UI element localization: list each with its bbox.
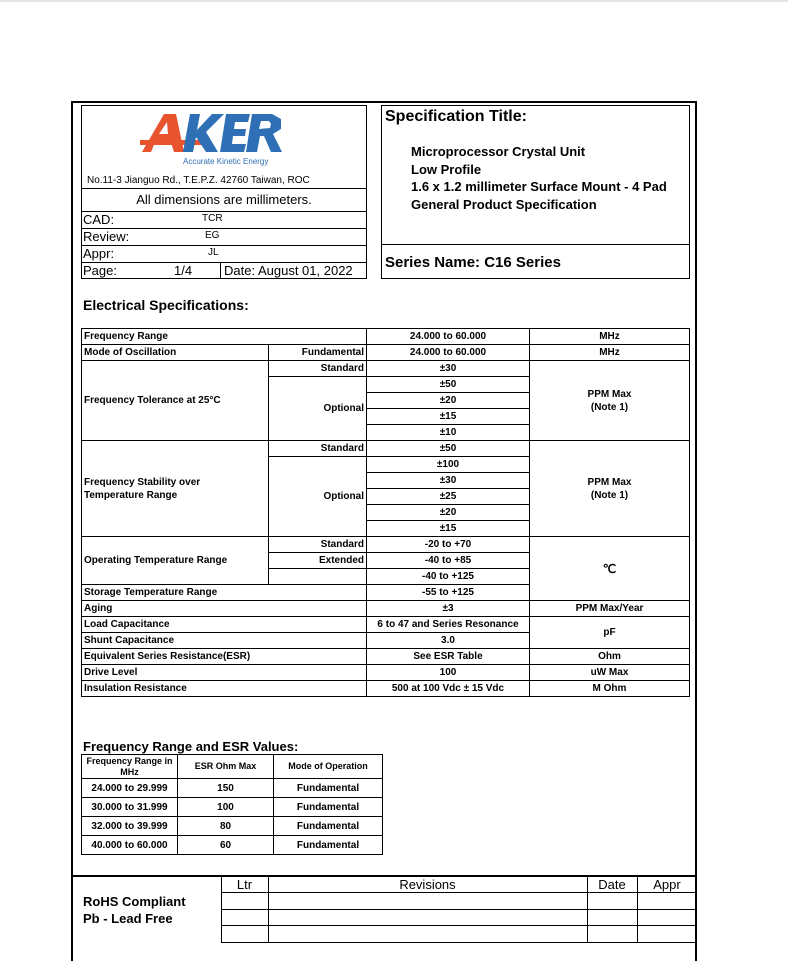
table-row bbox=[82, 665, 690, 681]
stability-value: ±20 bbox=[367, 505, 530, 521]
esr-cell: 24.000 to 29.999 bbox=[82, 779, 178, 798]
load-cap-label: Load Capacitance bbox=[82, 617, 367, 633]
esr-cell: 150 bbox=[178, 779, 274, 798]
table-row bbox=[82, 537, 690, 553]
load-cap-value: 6 to 47 and Series Resonance bbox=[367, 617, 530, 633]
tolerance-unit-line-2: (Note 1) bbox=[590, 401, 629, 413]
electrical-spec-table bbox=[81, 328, 690, 697]
operating-extended: Extended bbox=[269, 553, 367, 569]
electrical-heading: Electrical Specifications: bbox=[83, 297, 249, 313]
stability-value: ±30 bbox=[367, 473, 530, 489]
operating-empty bbox=[269, 569, 367, 585]
tolerance-unit bbox=[530, 361, 690, 441]
appr-value: JL bbox=[208, 247, 219, 258]
esr-cell: 60 bbox=[178, 836, 274, 855]
spec-title-lines bbox=[411, 143, 667, 213]
spec-title-line-2: Low Profile bbox=[411, 161, 482, 177]
tolerance-unit-line-1: PPM Max bbox=[587, 388, 632, 400]
rev-ltr-header: Ltr bbox=[236, 877, 253, 892]
tolerance-label: Frequency Tolerance at 25°C bbox=[82, 361, 269, 441]
storage-value: -55 to +125 bbox=[367, 585, 530, 601]
operating-value: -40 to +125 bbox=[367, 569, 530, 585]
appr-label: Appr: bbox=[83, 246, 115, 261]
spec-title-line-4: General Product Specification bbox=[411, 196, 597, 212]
table-row bbox=[82, 361, 690, 377]
drive-unit: uW Max bbox=[530, 665, 690, 681]
table-header-row bbox=[82, 755, 383, 779]
stability-unit-line-1: PPM Max bbox=[587, 476, 632, 488]
tolerance-value: ±20 bbox=[367, 393, 530, 409]
table-row bbox=[82, 441, 690, 457]
page-label: Page: bbox=[83, 263, 117, 278]
esr-header-freq: Frequency Range in MHz bbox=[82, 755, 178, 779]
lead-free: Pb - Lead Free bbox=[83, 911, 173, 926]
mode-sub: Fundamental bbox=[269, 345, 367, 361]
mode-label: Mode of Oscillation bbox=[82, 345, 269, 361]
table-row bbox=[82, 817, 383, 836]
stability-standard: Standard bbox=[269, 441, 367, 457]
table-row bbox=[82, 779, 383, 798]
shunt-cap-label: Shunt Capacitance bbox=[82, 633, 367, 649]
stability-value: ±50 bbox=[367, 441, 530, 457]
company-tagline: Accurate Kinetic Energy bbox=[183, 157, 269, 166]
operating-unit: ℃ bbox=[530, 537, 690, 601]
operating-value: -20 to +70 bbox=[367, 537, 530, 553]
review-label: Review: bbox=[83, 229, 130, 244]
insulation-unit: M Ohm bbox=[530, 681, 690, 697]
spec-title-label: Specification Title: bbox=[385, 108, 527, 125]
cad-label: CAD: bbox=[83, 212, 115, 227]
spec-title-line-1: Microprocessor Crystal Unit bbox=[411, 144, 586, 159]
insulation-label: Insulation Resistance bbox=[82, 681, 367, 697]
storage-label: Storage Temperature Range bbox=[82, 585, 367, 601]
review-value: EG bbox=[205, 230, 220, 241]
tolerance-value: ±50 bbox=[367, 377, 530, 393]
series-name: Series Name: C16 Series bbox=[385, 254, 561, 271]
stability-optional: Optional bbox=[269, 457, 367, 537]
stability-label-line-1: Frequency Stability over bbox=[84, 476, 201, 488]
page-value: 1/4 bbox=[174, 263, 193, 278]
table-row bbox=[82, 836, 383, 855]
table-row bbox=[82, 617, 690, 633]
esr-cell: Fundamental bbox=[274, 817, 383, 836]
tolerance-standard: Standard bbox=[269, 361, 367, 377]
stability-label-line-2: Temperature Range bbox=[84, 489, 178, 501]
esr-cell: 100 bbox=[178, 798, 274, 817]
operating-standard: Standard bbox=[269, 537, 367, 553]
rev-appr-header: Appr bbox=[653, 877, 681, 892]
tolerance-optional: Optional bbox=[269, 377, 367, 441]
esr-cell: 32.000 to 39.999 bbox=[82, 817, 178, 836]
esr-unit: Ohm bbox=[530, 649, 690, 665]
esr-cell: 30.000 to 31.999 bbox=[82, 798, 178, 817]
company-logo bbox=[140, 110, 290, 154]
spec-title-line-3: 1.6 x 1.2 millimeter Surface Mount - 4 Pad bbox=[411, 179, 667, 194]
rev-revisions-header: Revisions bbox=[399, 877, 456, 892]
esr-value: See ESR Table bbox=[367, 649, 530, 665]
company-address: No.11-3 Jianguo Rd., T.E.P.Z. 42760 Taiwan, ROC bbox=[87, 175, 310, 186]
document-date: Date: August 01, 2022 bbox=[224, 263, 353, 278]
esr-label: Equivalent Series Resistance(ESR) bbox=[82, 649, 367, 665]
mode-value: 24.000 to 60.000 bbox=[367, 345, 530, 361]
aging-label: Aging bbox=[82, 601, 367, 617]
esr-cell: Fundamental bbox=[274, 798, 383, 817]
insulation-value: 500 at 100 Vdc ± 15 Vdc bbox=[367, 681, 530, 697]
dimensions-note: All dimensions are millimeters. bbox=[136, 192, 312, 207]
cad-value: TCR bbox=[202, 213, 223, 224]
stability-value: ±100 bbox=[367, 457, 530, 473]
table-row bbox=[82, 798, 383, 817]
rev-date-header: Date bbox=[598, 877, 626, 892]
esr-header-esr: ESR Ohm Max bbox=[178, 755, 274, 779]
esr-cell: Fundamental bbox=[274, 779, 383, 798]
table-row bbox=[82, 345, 690, 361]
aging-unit: PPM Max/Year bbox=[530, 601, 690, 617]
esr-values-table bbox=[81, 754, 383, 855]
table-row bbox=[82, 681, 690, 697]
drive-label: Drive Level bbox=[82, 665, 367, 681]
table-row bbox=[82, 329, 690, 345]
freq-range-value: 24.000 to 60.000 bbox=[367, 329, 530, 345]
tolerance-value: ±15 bbox=[367, 409, 530, 425]
rohs-compliant: RoHS Compliant bbox=[83, 894, 186, 909]
freq-range-label: Frequency Range bbox=[82, 329, 367, 345]
esr-heading: Frequency Range and ESR Values: bbox=[83, 739, 299, 754]
table-row bbox=[82, 601, 690, 617]
stability-value: ±25 bbox=[367, 489, 530, 505]
aging-value: ±3 bbox=[367, 601, 530, 617]
esr-header-mode: Mode of Operation bbox=[274, 755, 383, 779]
table-row bbox=[82, 649, 690, 665]
esr-cell: Fundamental bbox=[274, 836, 383, 855]
cap-unit: pF bbox=[530, 617, 690, 649]
stability-label bbox=[82, 441, 269, 537]
mode-unit: MHz bbox=[530, 345, 690, 361]
drive-value: 100 bbox=[367, 665, 530, 681]
shunt-cap-value: 3.0 bbox=[367, 633, 530, 649]
esr-cell: 80 bbox=[178, 817, 274, 836]
tolerance-value: ±30 bbox=[367, 361, 530, 377]
stability-unit bbox=[530, 441, 690, 537]
top-rule bbox=[0, 0, 788, 2]
freq-range-unit: MHz bbox=[530, 329, 690, 345]
stability-unit-line-2: (Note 1) bbox=[590, 489, 629, 501]
operating-label: Operating Temperature Range bbox=[82, 537, 269, 585]
operating-value: -40 to +85 bbox=[367, 553, 530, 569]
tolerance-value: ±10 bbox=[367, 425, 530, 441]
esr-cell: 40.000 to 60.000 bbox=[82, 836, 178, 855]
stability-value: ±15 bbox=[367, 521, 530, 537]
